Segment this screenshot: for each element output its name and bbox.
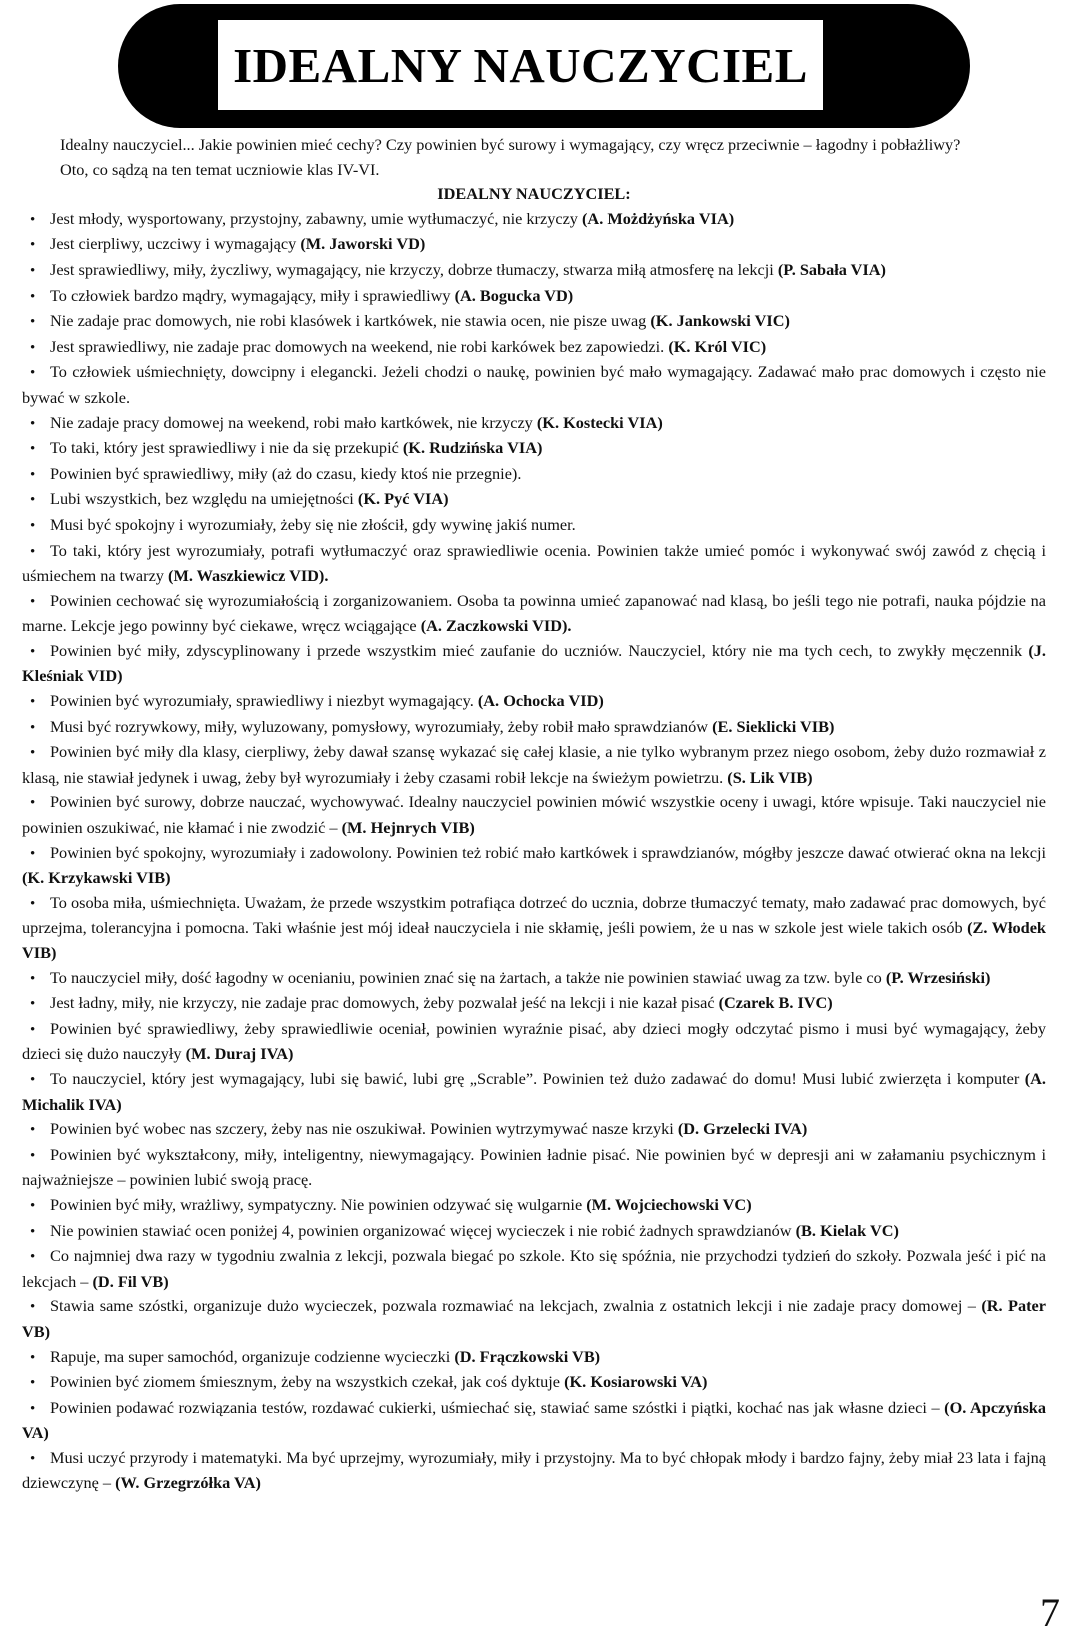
bullet-icon [30,891,50,917]
bullet-icon [30,966,50,992]
opinion-list [22,207,1046,1496]
item-text: Jest młody, wysportowany, przystojny, zabawny, umie wytłumaczyć, nie krzyczy [50,208,583,228]
bullet-icon [30,207,50,233]
bullet-icon [30,335,50,361]
bullet-icon [30,284,50,310]
item-author: (M. Waszkiewicz VID). [168,566,329,586]
item-author: (J. Kleśniak VID) [22,640,1046,686]
item-author: (D. Frączkowski VB) [454,1346,601,1366]
list-item [22,1219,1046,1245]
item-author: (K. Kosiarowski VA) [564,1372,708,1392]
bullet-icon [30,309,50,335]
item-author: (K. Krzykawski VIB) [22,868,171,888]
bullet-icon [30,1345,50,1371]
list-item [22,1345,1046,1371]
intro-paragraph-1: Idealny nauczyciel... Jakie powinien mieć cechy? Czy powinien być surowy i wymagający, czy wręcz przeciwnie – łagodny i pobłażliwy? [60,135,961,154]
bullet-icon [30,1219,50,1245]
item-author: (E. Sieklicki VIB) [712,716,835,736]
item-author: (A. Zaczkowski VID). [420,616,572,636]
title-box [218,20,823,110]
item-author: (R. Pater VB) [22,1296,1047,1341]
list-item [22,966,1046,992]
bullet-icon [30,360,50,386]
item-author: (D. Fil VB) [92,1271,169,1291]
list-item [22,539,1046,589]
list-item [22,487,1046,513]
item-author: (A. Możdżyńska VIA) [582,208,735,228]
list-item [22,284,1046,310]
list-item [22,1193,1046,1219]
item-text: To osoba miła, uśmiechnięta. Uważam, że przede wszystkim potrafiąca dotrzeć do ucznia, dobrze tłumaczyć tematy, mało zadawać prac domowych, być uprzejma, tolerancyjna i pomocna. Taki właśnie jest mój ideał nauczyciela i nie skłamię, jeśli powiem, że u nas w szkole jest wiele takich osób [22,892,1046,938]
bullet-icon [30,639,50,665]
list-item [22,436,1046,462]
item-text: Powinien być surowy, dobrze nauczać, wychowywać. Idealny nauczyciel powinien mówić wszystkie oceny i uwagi, które wpisuje. Taki nauczyciel nie powinien oszukiwać, nie kłamać i nie zwodzić – [22,792,1046,838]
bullet-icon [30,1370,50,1396]
list-item [22,790,1046,840]
bullet-icon [30,258,50,284]
page-title: IDEALNY NAUCZYCIEL [233,37,808,93]
item-author: (O. Apczyńska VA) [22,1397,1046,1443]
item-author: (A. Michalik IVA) [22,1068,1046,1114]
item-text: Powinien być wykształcony, miły, inteligentny, niewymagający. Powinien ładnie pisać. Nie powinien być w depresji ani w załamaniu psychicznym i najważniejsze – powinien lubić swoją pracę. [22,1144,1046,1190]
bullet-icon [30,462,50,488]
item-author: (W. Grzegrzółka VA) [115,1473,261,1493]
item-text: Powinien być miły, zdyscyplinowany i przede wszystkim mieć zaufanie do uczniów. Nauczyciel, który nie ma tych cech, to zwykły męczennik [50,640,1029,660]
item-author: (B. Kielak VC) [795,1220,899,1240]
list-item [22,1370,1046,1396]
item-author: (M. Duraj IVA) [185,1044,294,1064]
item-text: Jest ładny, miły, nie krzyczy, nie zadaje prac domowych, żeby pozwalał jeść na lekcji i nie kazał pisać [50,993,719,1013]
bullet-icon [30,589,50,615]
item-text: To taki, który jest sprawiedliwy i nie da się przekupić [50,438,403,458]
item-author: (K. Kostecki VIA) [536,412,663,432]
item-text: Nie zadaje pracy domowej na weekend, robi mało kartkówek, nie krzyczy [50,412,537,432]
intro-paragraph-2: Oto, co sądzą na ten temat uczniowie klas IV-VI. [60,159,380,179]
item-text: Powinien być spokojny, wyrozumiały i zadowolony. Powinien też robić mało kartkówek i sprawdzianów, mógłby jeszcze dawać otwierać okna na lekcji [50,842,1046,862]
item-text: Jest sprawiedliwy, miły, życzliwy, wymagający, nie krzyczy, dobrze tłumaczy, stwarza miłą atmosferę na lekcji [50,259,778,279]
item-text: Stawia same szóstki, organizuje dużo wycieczek, pozwala rozmawiać na lekcjach, zwalnia z ostatnich lekcji i nie zadaje pracy domowej – [50,1296,982,1316]
item-text: Powinien podawać rozwiązania testów, rozdawać cukierki, uśmiechać się, stawiać same szóstki i piątki, kochać nas jak własne dzieci – [50,1397,945,1417]
bullet-icon [30,991,50,1017]
item-author: (K. Pyć VIA) [357,489,449,509]
bullet-icon [30,1017,50,1043]
bullet-icon [30,539,50,565]
item-text: Jest cierpliwy, uczciwy i wymagający [50,234,301,254]
bullet-icon [30,232,50,258]
list-item [22,991,1046,1017]
list-item [22,1446,1046,1496]
item-text: Lubi wszystkich, bez względu na umiejętności [50,489,358,509]
bullet-icon [30,1143,50,1169]
list-item [22,462,1046,488]
list-item [22,411,1046,437]
list-item [22,1067,1046,1117]
list-item [22,232,1046,258]
item-text: Musi być spokojny i wyrozumiały, żeby się nie złościł, gdy wywinę jakiś numer. [50,514,576,534]
bullet-icon [30,790,50,816]
title-banner [118,4,970,128]
bullet-icon [30,487,50,513]
item-text: Powinien cechować się wyrozumiałością i zorganizowaniem. Osoba ta powinna umieć zapanować nad klasą, bo jeśli tego nie potrafi, nauka pójdzie na marne. Lekcje jego powinny być ciekawe, wręcz wciągające [22,590,1046,636]
list-item [22,715,1046,741]
item-text: Musi być rozrywkowy, miły, wyluzowany, pomysłowy, wyrozumiały, żeby robił mało sprawdzianów [50,716,713,736]
item-text: To człowiek uśmiechnięty, dowcipny i elegancki. Jeżeli chodzi o naukę, powinien być mało wymagający. Zadawać mało prac domowych i często nie bywać w szkole. [22,362,1046,407]
list-item [22,513,1046,539]
item-text: To nauczyciel miły, dość łagodny w ocenianiu, powinien znać się na żartach, a także nie powinien stawiać uwag za tzw. byle co [50,967,886,987]
item-author: (M. Jaworski VD) [300,234,426,254]
item-text: Powinien być sprawiedliwy, miły (aż do czasu, kiedy ktoś nie przegnie). [50,463,522,483]
list-item [22,1017,1046,1067]
item-author: (M. Wojciechowski VC) [586,1194,752,1214]
list-item [22,1143,1046,1193]
bullet-icon [30,1446,50,1472]
item-text: Powinien być sprawiedliwy, żeby sprawiedliwie oceniał, powinien wyraźnie pisać, aby dzieci mogły odczytać pismo i musi być wymagający, żeby dzieci się dużo nauczyły [22,1018,1046,1064]
list-item [22,891,1046,966]
item-text: Powinien być wobec nas szczery, żeby nas nie oszukiwał. Powinien wytrzymywać nasze krzyki [50,1119,678,1139]
item-text: Nie powinien stawiać ocen poniżej 4, powinien organizować więcej wycieczek i nie robić żadnych sprawdzianów [50,1220,796,1240]
list-item [22,1244,1046,1294]
list-item [22,639,1046,689]
list-item [22,258,1046,284]
list-item [22,309,1046,335]
item-text: Musi uczyć przyrody i matematyki. Ma być uprzejmy, wyrozumiały, miły i przystojny. Ma to być chłopak młody i bardzo fajny, żeby miał 23 lata i fajną dziewczynę – [22,1447,1046,1493]
item-author: (P. Sabała VIA) [777,259,886,279]
item-text: To człowiek bardzo mądry, wymagający, miły i sprawiedliwy [50,285,455,305]
list-item [22,335,1046,361]
item-author: (K. Jankowski VIC) [650,311,790,331]
item-text: To nauczyciel, który jest wymagający, lubi się bawić, lubi grę „Scrable”. Powinien też dużo zadawać do domu! Musi lubić zwierzęta i komputer [50,1068,1025,1088]
list-item [22,689,1046,715]
item-text: Powinien być miły dla klasy, cierpliwy, żeby dawał szansę wykazać się całej klasie, a nie tylko wybranym przez niego osobom, żeby dużo rozmawiał z klasą, nie stawiał jedynek i uwag, żeby był wyrozumiały i żeby czasami robił lekcje na świeżym powietrzu. [22,742,1046,787]
item-text: Powinien być ziomem śmiesznym, żeby na wszystkich czekał, jak coś dyktuje [50,1372,565,1392]
bullet-icon [30,1193,50,1219]
item-text: Powinien być miły, wrażliwy, sympatyczny. Nie powinien odzywać się wulgarnie [50,1194,587,1214]
bullet-icon [30,513,50,539]
item-text: Co najmniej dwa razy w tygodniu zwalnia z lekcji, pozwala biegać po szkole. Kto się spóźnia, nie przychodzi tydzień do szkoły. Pozwala jeść i pić na lekcjach – [22,1246,1046,1291]
item-author: (A. Bogucka VD) [454,285,574,305]
item-text: Nie zadaje prac domowych, nie robi klasówek i kartkówek, nie stawia ocen, nie pisze uwag [50,311,651,331]
bullet-icon [30,1294,50,1320]
list-item [22,1117,1046,1143]
item-author: (M. Hejnrych VIB) [341,818,475,838]
item-text: Powinien być wyrozumiały, sprawiedliwy i niezbyt wymagający. [50,691,478,711]
bullet-icon [30,715,50,741]
list-item [22,360,1046,410]
item-text: To taki, który jest wyrozumiały, potrafi wytłumaczyć oraz sprawiedliwie ocenia. Powinien także umieć pomóc i wykonywać swój zawód z chęcią i uśmiechem na twarzy [22,540,1046,586]
bullet-icon [30,436,50,462]
bullet-icon [30,740,50,766]
bullet-icon [30,411,50,437]
item-author: (P. Wrzesiński) [885,967,991,987]
bullet-icon [30,689,50,715]
item-text: Rapuje, ma super samochód, organizuje codzienne wycieczki [50,1346,455,1366]
item-author: (S. Lik VIB) [727,767,813,787]
article-body [22,133,1046,1496]
item-author: (Z. Włodek VIB) [22,918,1046,962]
item-author: (K. Rudzińska VIA) [402,438,543,458]
item-text: Jest sprawiedliwy, nie zadaje prac domowych na weekend, nie robi karkówek bez zapowiedzi. [50,336,669,356]
bullet-icon [30,841,50,867]
list-item [22,589,1046,639]
list-item [22,207,1046,233]
item-author: (A. Ochocka VID) [477,691,604,711]
list-heading: IDEALNY NAUCZYCIEL: [437,184,631,204]
list-item [22,1396,1046,1446]
item-author: (Czarek B. IVC) [718,993,833,1013]
bullet-icon [30,1396,50,1422]
bullet-icon [30,1067,50,1093]
item-author: (K. Król VIC) [668,336,767,356]
page-number: 7 [1040,1590,1060,1635]
list-item [22,740,1046,790]
bullet-icon [30,1244,50,1270]
bullet-icon [30,1117,50,1143]
list-item [22,1294,1046,1344]
list-item [22,841,1046,891]
item-author: (D. Grzelecki IVA) [677,1119,808,1139]
